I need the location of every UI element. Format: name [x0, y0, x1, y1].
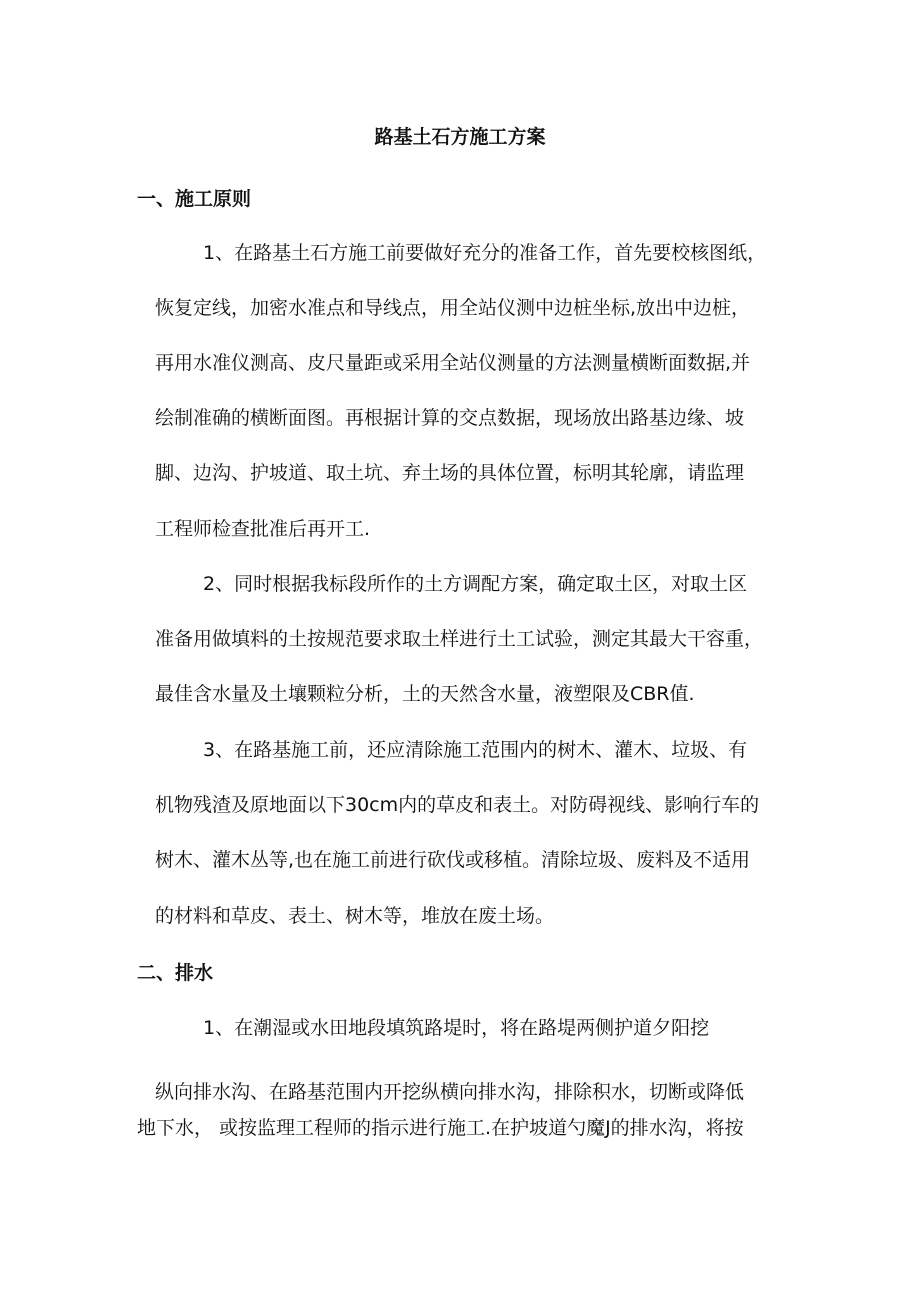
- document-title: 路基土石方施工方案: [374, 126, 546, 148]
- paragraph-line: 纵向排水沟、在路基范围内开挖纵横向排水沟，排除积水，切断或降低: [155, 1081, 745, 1103]
- paragraph-line: 脚、边沟、护坡道、取土坑、弃土场的具体位置，标明其轮廓，请监理: [155, 462, 745, 484]
- paragraph-line: 的材料和草皮、表土、树木等，堆放在废土场。: [155, 905, 555, 927]
- paragraph-line: 绘制准确的横断面图。再根据计算的交点数据，现场放出路基边缘、坡: [155, 407, 745, 429]
- paragraph-line: 恢复定线，加密水准点和导线点，用全站仪测中边桩坐标,放出中边桩，: [155, 297, 751, 319]
- section-heading-drainage: 二、排水: [137, 962, 214, 984]
- paragraph-line: 地下水， 或按监理工程师的指示进行施工.在护坡道勺魔J的排水沟，将按: [137, 1117, 744, 1139]
- paragraph-line: 树木、灌木丛等,也在施工前进行砍伐或移植。清除垃圾、废料及不适用: [155, 849, 751, 871]
- paragraph-line: 机物残渣及原地面以下30cm内的草皮和表土。对防碍视线、影响行车的: [155, 794, 760, 816]
- paragraph-line: 3、在路基施工前，还应清除施工范围内的树木、灌木、垃圾、有: [203, 739, 748, 761]
- paragraph-line: 准备用做填料的土按规范要求取土样进行土工试验，测定其最大干容重，: [155, 628, 764, 650]
- paragraph-line: 1、在路基土石方施工前要做好充分的准备工作，首先要校核图纸，: [203, 242, 767, 264]
- paragraph-line: 再用水准仪测高、皮尺量距或采用全站仪测量的方法测量横断面数据,并: [155, 352, 751, 374]
- paragraph-line: 2、同时根据我标段所作的土方调配方案，确定取土区，对取土区: [203, 573, 748, 595]
- paragraph-line: 工程师检查批准后再开工.: [155, 518, 371, 540]
- section-heading-principles: 一、施工原则: [137, 188, 252, 210]
- paragraph-line: 最佳含水量及土壤颗粒分析，土的天然含水量，液塑限及CBR值.: [155, 683, 695, 705]
- paragraph-line: 1、在潮湿或水田地段填筑路堤时，将在路堤两侧护道夕阳挖: [203, 1017, 710, 1039]
